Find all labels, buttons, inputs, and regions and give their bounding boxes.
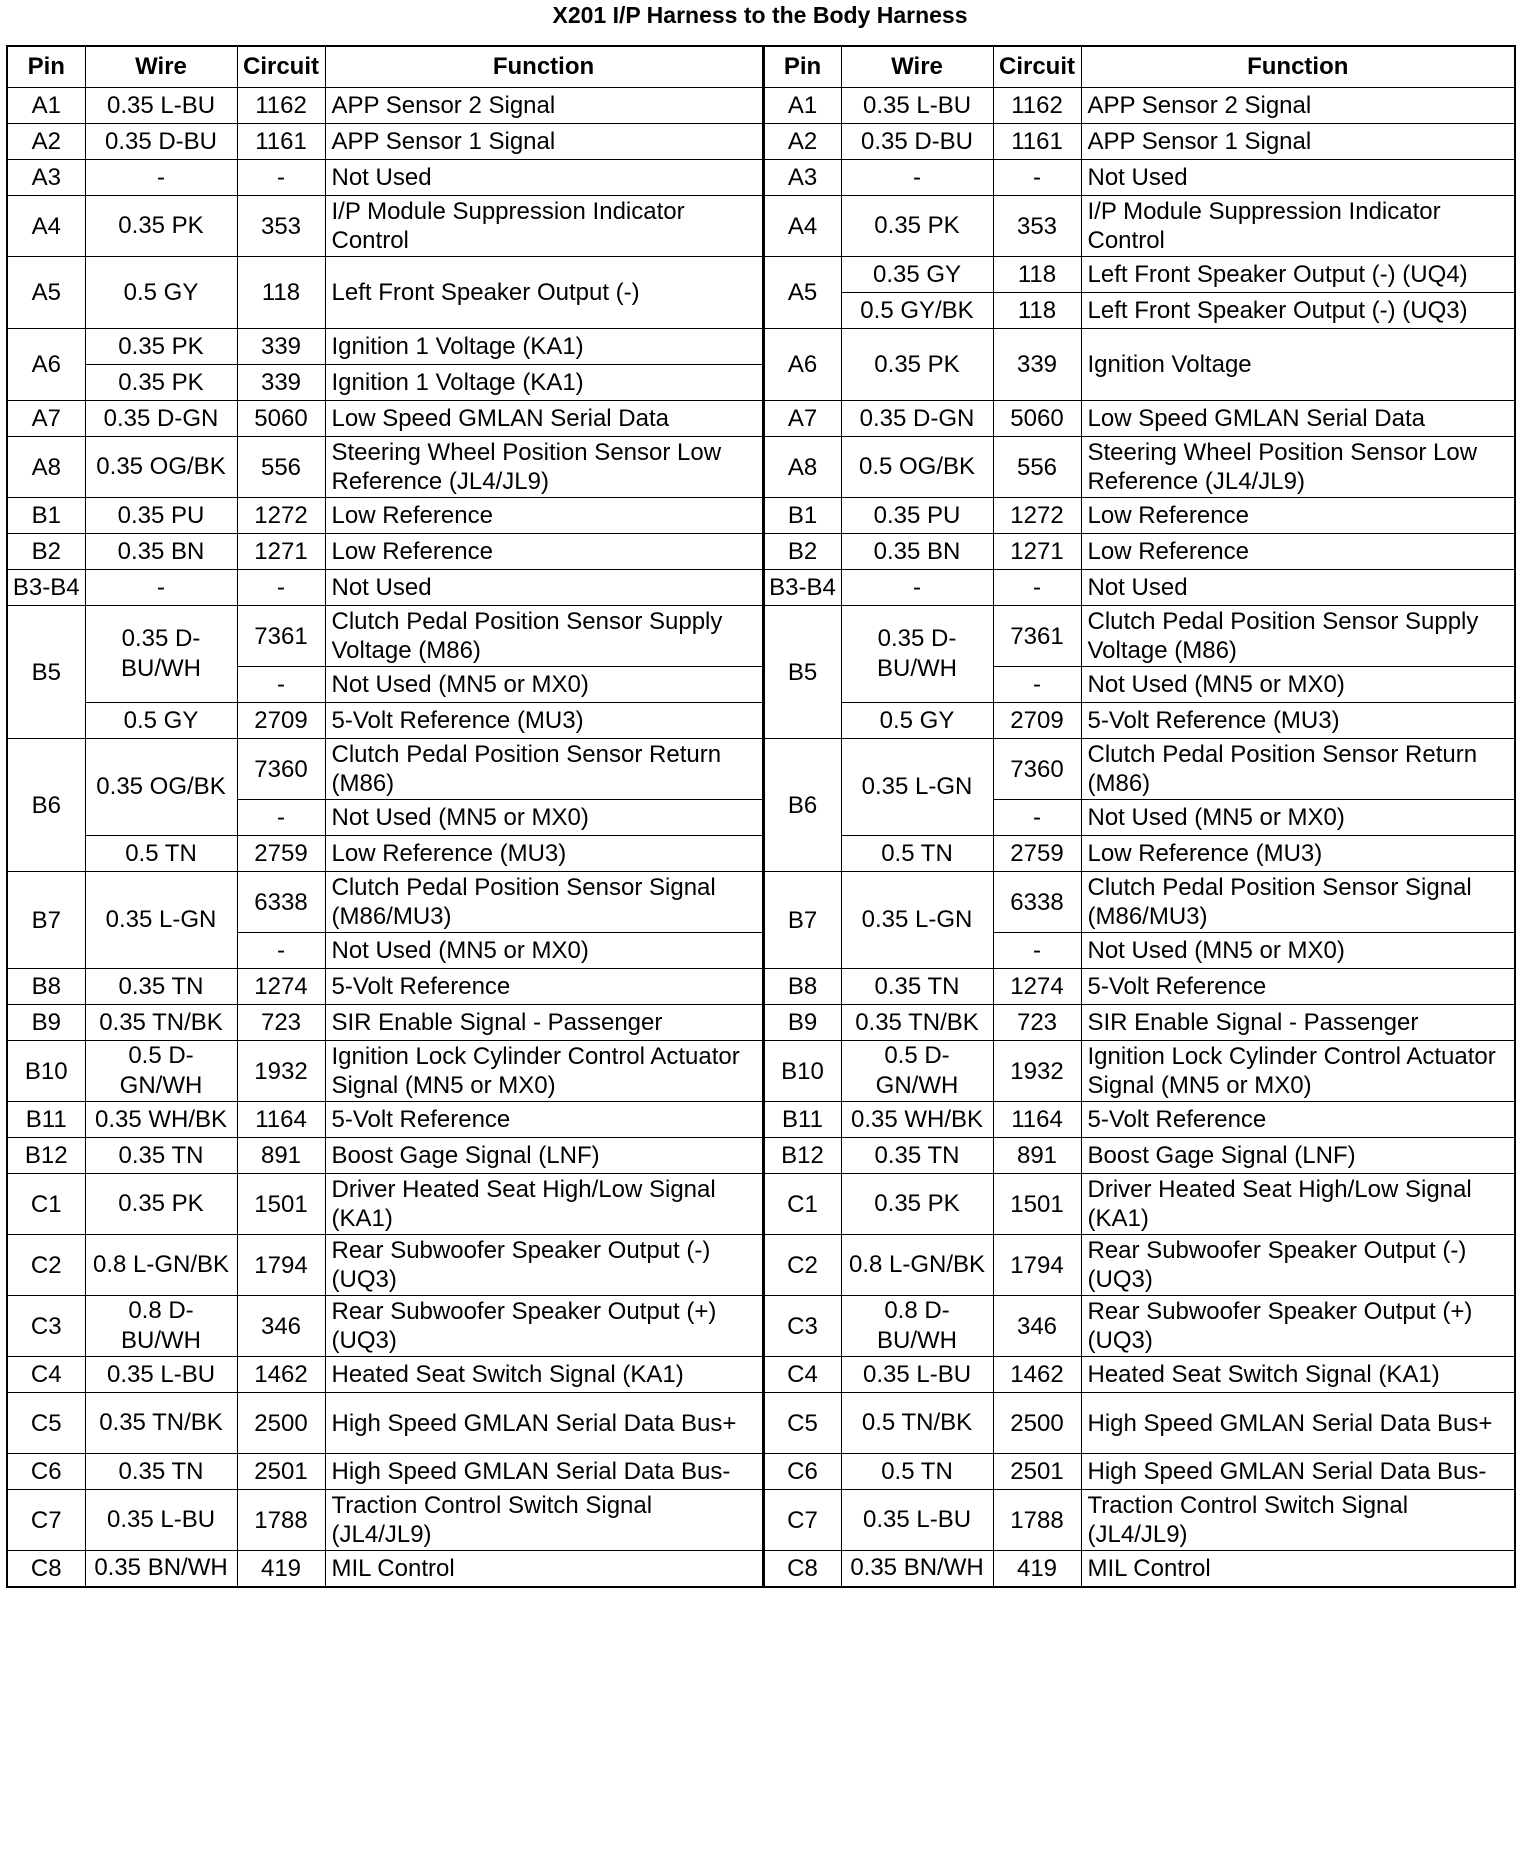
wire-cell: 0.35 TN bbox=[841, 969, 993, 1005]
table-row bbox=[7, 437, 1515, 498]
circuit-cell: - bbox=[237, 160, 325, 196]
wire-cell: 0.35 TN/BK bbox=[85, 1005, 237, 1041]
pin-cell: B7 bbox=[763, 872, 841, 969]
pin-cell: B2 bbox=[763, 534, 841, 570]
circuit-cell: 353 bbox=[237, 196, 325, 257]
pin-cell: B1 bbox=[763, 498, 841, 534]
table-row bbox=[7, 1357, 1515, 1393]
pin-cell: C7 bbox=[763, 1490, 841, 1551]
table-row bbox=[7, 1235, 1515, 1296]
table-row bbox=[7, 606, 1515, 667]
circuit-cell: 353 bbox=[993, 196, 1081, 257]
circuit-cell: 2500 bbox=[237, 1393, 325, 1454]
wire-cell: 0.8 D-BU/WH bbox=[841, 1296, 993, 1357]
table-row bbox=[7, 1102, 1515, 1138]
wire-cell: 0.35 BN/WH bbox=[841, 1551, 993, 1587]
circuit-cell: 1462 bbox=[993, 1357, 1081, 1393]
function-cell: MIL Control bbox=[325, 1551, 763, 1587]
wire-cell: 0.35 PU bbox=[85, 498, 237, 534]
pin-cell: B10 bbox=[7, 1041, 85, 1102]
function-cell: Not Used bbox=[1081, 570, 1515, 606]
function-cell: Left Front Speaker Output (-) (UQ3) bbox=[1081, 293, 1515, 329]
circuit-cell: 1788 bbox=[993, 1490, 1081, 1551]
function-cell: Not Used bbox=[325, 570, 763, 606]
function-cell: Steering Wheel Position Sensor Low Reference (JL4/JL9) bbox=[1081, 437, 1515, 498]
wire-cell: 0.35 TN bbox=[85, 1138, 237, 1174]
pin-cell: B5 bbox=[7, 606, 85, 739]
wire-cell: 0.35 D-BU bbox=[841, 124, 993, 160]
pin-cell: A6 bbox=[763, 329, 841, 401]
wire-cell: 0.35 TN/BK bbox=[841, 1005, 993, 1041]
function-cell: Low Speed GMLAN Serial Data bbox=[1081, 401, 1515, 437]
wire-cell: 0.5 GY bbox=[841, 703, 993, 739]
function-cell: Not Used bbox=[1081, 160, 1515, 196]
circuit-cell: 723 bbox=[237, 1005, 325, 1041]
function-cell: 5-Volt Reference bbox=[325, 1102, 763, 1138]
table-row bbox=[7, 1454, 1515, 1490]
circuit-cell: 2759 bbox=[237, 836, 325, 872]
function-cell: Low Reference (MU3) bbox=[1081, 836, 1515, 872]
wire-cell: 0.5 D-GN/WH bbox=[841, 1041, 993, 1102]
pin-cell: B5 bbox=[763, 606, 841, 739]
pin-cell: C1 bbox=[763, 1174, 841, 1235]
table-row bbox=[7, 1174, 1515, 1235]
pin-cell: B9 bbox=[7, 1005, 85, 1041]
pin-cell: B1 bbox=[7, 498, 85, 534]
circuit-cell: 118 bbox=[993, 257, 1081, 293]
page-title: X201 I/P Harness to the Body Harness bbox=[552, 2, 968, 28]
circuit-cell: 7361 bbox=[993, 606, 1081, 667]
circuit-cell: 1164 bbox=[237, 1102, 325, 1138]
wire-cell: 0.35 TN bbox=[85, 1454, 237, 1490]
pin-cell: A7 bbox=[763, 401, 841, 437]
wire-cell: - bbox=[85, 570, 237, 606]
wire-cell: 0.35 D-BU/WH bbox=[841, 606, 993, 703]
header-pin: Pin bbox=[7, 46, 85, 88]
wire-cell: 0.8 L-GN/BK bbox=[841, 1235, 993, 1296]
pinout-table bbox=[6, 45, 1516, 1588]
table-row bbox=[7, 739, 1515, 800]
function-cell: Left Front Speaker Output (-) (UQ4) bbox=[1081, 257, 1515, 293]
header-circuit: Circuit bbox=[237, 46, 325, 88]
wire-cell: 0.35 TN/BK bbox=[85, 1393, 237, 1454]
circuit-cell: 1272 bbox=[237, 498, 325, 534]
circuit-cell: 7361 bbox=[237, 606, 325, 667]
circuit-cell: 723 bbox=[993, 1005, 1081, 1041]
pin-cell: C8 bbox=[7, 1551, 85, 1587]
pin-cell: A4 bbox=[7, 196, 85, 257]
wire-cell: - bbox=[841, 570, 993, 606]
circuit-cell: 1162 bbox=[237, 88, 325, 124]
wire-cell: 0.35 L-GN bbox=[85, 872, 237, 969]
circuit-cell: - bbox=[237, 800, 325, 836]
pin-cell: C2 bbox=[7, 1235, 85, 1296]
wire-cell: 0.5 GY/BK bbox=[841, 293, 993, 329]
function-cell: Clutch Pedal Position Sensor Return (M86) bbox=[1081, 739, 1515, 800]
header-function: Function bbox=[325, 46, 763, 88]
wire-cell: 0.5 TN bbox=[841, 1454, 993, 1490]
wire-cell: 0.35 TN bbox=[85, 969, 237, 1005]
circuit-cell: 2501 bbox=[993, 1454, 1081, 1490]
wire-cell: 0.35 PK bbox=[841, 329, 993, 401]
function-cell: Ignition Voltage bbox=[1081, 329, 1515, 401]
pin-cell: A1 bbox=[763, 88, 841, 124]
pin-cell: B9 bbox=[763, 1005, 841, 1041]
circuit-cell: 7360 bbox=[237, 739, 325, 800]
function-cell: 5-Volt Reference (MU3) bbox=[325, 703, 763, 739]
function-cell: I/P Module Suppression Indicator Control bbox=[325, 196, 763, 257]
function-cell: Ignition Lock Cylinder Control Actuator Signal (MN5 or MX0) bbox=[1081, 1041, 1515, 1102]
function-cell: Not Used (MN5 or MX0) bbox=[1081, 800, 1515, 836]
function-cell: Steering Wheel Position Sensor Low Reference (JL4/JL9) bbox=[325, 437, 763, 498]
circuit-cell: 2501 bbox=[237, 1454, 325, 1490]
function-cell: Not Used (MN5 or MX0) bbox=[1081, 667, 1515, 703]
circuit-cell: 1164 bbox=[993, 1102, 1081, 1138]
circuit-cell: 1788 bbox=[237, 1490, 325, 1551]
function-cell: Low Reference bbox=[325, 498, 763, 534]
function-cell: 5-Volt Reference bbox=[325, 969, 763, 1005]
wire-cell: 0.35 BN/WH bbox=[85, 1551, 237, 1587]
circuit-cell: - bbox=[237, 570, 325, 606]
function-cell: APP Sensor 2 Signal bbox=[1081, 88, 1515, 124]
pin-cell: B8 bbox=[763, 969, 841, 1005]
wire-cell: 0.35 BN bbox=[85, 534, 237, 570]
pin-cell: C4 bbox=[763, 1357, 841, 1393]
table-row bbox=[7, 1551, 1515, 1587]
circuit-cell: 1274 bbox=[237, 969, 325, 1005]
circuit-cell: 1271 bbox=[237, 534, 325, 570]
wire-cell: 0.5 TN bbox=[841, 836, 993, 872]
table-row bbox=[7, 401, 1515, 437]
table-row bbox=[7, 160, 1515, 196]
circuit-cell: 5060 bbox=[993, 401, 1081, 437]
circuit-cell: 1794 bbox=[993, 1235, 1081, 1296]
pin-cell: A6 bbox=[7, 329, 85, 401]
function-cell: SIR Enable Signal - Passenger bbox=[1081, 1005, 1515, 1041]
circuit-cell: 419 bbox=[237, 1551, 325, 1587]
table-row bbox=[7, 570, 1515, 606]
circuit-cell: - bbox=[993, 933, 1081, 969]
pin-cell: B11 bbox=[7, 1102, 85, 1138]
function-cell: Traction Control Switch Signal (JL4/JL9) bbox=[1081, 1490, 1515, 1551]
function-cell: Clutch Pedal Position Sensor Signal (M86/MU3) bbox=[325, 872, 763, 933]
table-row bbox=[7, 1393, 1515, 1454]
circuit-cell: 1932 bbox=[237, 1041, 325, 1102]
pin-cell: B8 bbox=[7, 969, 85, 1005]
pin-cell: B6 bbox=[763, 739, 841, 872]
wire-cell: 0.35 L-BU bbox=[841, 88, 993, 124]
pin-cell: A1 bbox=[7, 88, 85, 124]
circuit-cell: 7360 bbox=[993, 739, 1081, 800]
function-cell: High Speed GMLAN Serial Data Bus+ bbox=[1081, 1393, 1515, 1454]
wire-cell: 0.5 OG/BK bbox=[841, 437, 993, 498]
pin-cell: B2 bbox=[7, 534, 85, 570]
table-row bbox=[7, 1005, 1515, 1041]
pin-cell: A5 bbox=[763, 257, 841, 329]
function-cell: Clutch Pedal Position Sensor Return (M86) bbox=[325, 739, 763, 800]
function-cell: Heated Seat Switch Signal (KA1) bbox=[325, 1357, 763, 1393]
table-row bbox=[7, 1041, 1515, 1102]
wire-cell: - bbox=[841, 160, 993, 196]
circuit-cell: 419 bbox=[993, 1551, 1081, 1587]
table-row bbox=[7, 1296, 1515, 1357]
circuit-cell: 6338 bbox=[993, 872, 1081, 933]
wire-cell: 0.5 GY bbox=[85, 703, 237, 739]
wire-cell: 0.8 D-BU/WH bbox=[85, 1296, 237, 1357]
circuit-cell: - bbox=[237, 933, 325, 969]
pin-cell: B3-B4 bbox=[763, 570, 841, 606]
pin-cell: A2 bbox=[763, 124, 841, 160]
table-body bbox=[7, 88, 1515, 1587]
pin-cell: A7 bbox=[7, 401, 85, 437]
pin-cell: C6 bbox=[763, 1454, 841, 1490]
circuit-cell: 1161 bbox=[237, 124, 325, 160]
circuit-cell: 1274 bbox=[993, 969, 1081, 1005]
wire-cell: 0.35 PU bbox=[841, 498, 993, 534]
function-cell: 5-Volt Reference (MU3) bbox=[1081, 703, 1515, 739]
function-cell: High Speed GMLAN Serial Data Bus- bbox=[325, 1454, 763, 1490]
wire-cell: 0.35 PK bbox=[85, 365, 237, 401]
table-row bbox=[7, 196, 1515, 257]
wire-cell: 0.35 PK bbox=[841, 196, 993, 257]
circuit-cell: - bbox=[993, 160, 1081, 196]
function-cell: High Speed GMLAN Serial Data Bus+ bbox=[325, 1393, 763, 1454]
circuit-cell: 2709 bbox=[993, 703, 1081, 739]
pin-cell: C7 bbox=[7, 1490, 85, 1551]
table-row bbox=[7, 498, 1515, 534]
function-cell: APP Sensor 2 Signal bbox=[325, 88, 763, 124]
wire-cell: 0.35 L-GN bbox=[841, 739, 993, 836]
circuit-cell: 1794 bbox=[237, 1235, 325, 1296]
function-cell: 5-Volt Reference bbox=[1081, 1102, 1515, 1138]
wire-cell: 0.35 D-BU bbox=[85, 124, 237, 160]
function-cell: Rear Subwoofer Speaker Output (+) (UQ3) bbox=[1081, 1296, 1515, 1357]
table-row bbox=[7, 836, 1515, 872]
table-row bbox=[7, 534, 1515, 570]
function-cell: Clutch Pedal Position Sensor Signal (M86/MU3) bbox=[1081, 872, 1515, 933]
pin-cell: C3 bbox=[7, 1296, 85, 1357]
function-cell: Ignition 1 Voltage (KA1) bbox=[325, 365, 763, 401]
function-cell: Not Used (MN5 or MX0) bbox=[325, 667, 763, 703]
wire-cell: 0.35 TN bbox=[841, 1138, 993, 1174]
wire-cell: 0.35 L-BU bbox=[85, 88, 237, 124]
circuit-cell: 1271 bbox=[993, 534, 1081, 570]
circuit-cell: 2500 bbox=[993, 1393, 1081, 1454]
function-cell: Not Used bbox=[325, 160, 763, 196]
pin-cell: C4 bbox=[7, 1357, 85, 1393]
wire-cell: - bbox=[85, 160, 237, 196]
wire-cell: 0.35 PK bbox=[85, 1174, 237, 1235]
wire-cell: 0.35 OG/BK bbox=[85, 437, 237, 498]
circuit-cell: 339 bbox=[237, 329, 325, 365]
function-cell: Boost Gage Signal (LNF) bbox=[1081, 1138, 1515, 1174]
header-wire: Wire bbox=[841, 46, 993, 88]
function-cell: Not Used (MN5 or MX0) bbox=[325, 800, 763, 836]
pin-cell: A8 bbox=[7, 437, 85, 498]
function-cell: SIR Enable Signal - Passenger bbox=[325, 1005, 763, 1041]
function-cell: I/P Module Suppression Indicator Control bbox=[1081, 196, 1515, 257]
wire-cell: 0.35 PK bbox=[85, 196, 237, 257]
wire-cell: 0.35 L-BU bbox=[841, 1490, 993, 1551]
circuit-cell: 1501 bbox=[993, 1174, 1081, 1235]
pin-cell: B6 bbox=[7, 739, 85, 872]
circuit-cell: 1272 bbox=[993, 498, 1081, 534]
pin-cell: B12 bbox=[7, 1138, 85, 1174]
function-cell: 5-Volt Reference bbox=[1081, 969, 1515, 1005]
function-cell: MIL Control bbox=[1081, 1551, 1515, 1587]
function-cell: Low Reference bbox=[1081, 534, 1515, 570]
pin-cell: A8 bbox=[763, 437, 841, 498]
table-row bbox=[7, 257, 1515, 293]
circuit-cell: 1161 bbox=[993, 124, 1081, 160]
wire-cell: 0.35 BN bbox=[841, 534, 993, 570]
pin-cell: C3 bbox=[763, 1296, 841, 1357]
circuit-cell: 1162 bbox=[993, 88, 1081, 124]
wire-cell: 0.35 D-BU/WH bbox=[85, 606, 237, 703]
wire-cell: 0.35 PK bbox=[85, 329, 237, 365]
pin-cell: C2 bbox=[763, 1235, 841, 1296]
header-circuit: Circuit bbox=[993, 46, 1081, 88]
circuit-cell: - bbox=[993, 800, 1081, 836]
circuit-cell: 2709 bbox=[237, 703, 325, 739]
function-cell: Ignition Lock Cylinder Control Actuator Signal (MN5 or MX0) bbox=[325, 1041, 763, 1102]
function-cell: Left Front Speaker Output (-) bbox=[325, 257, 763, 329]
function-cell: Driver Heated Seat High/Low Signal (KA1) bbox=[325, 1174, 763, 1235]
table-row bbox=[7, 1138, 1515, 1174]
pin-cell: A5 bbox=[7, 257, 85, 329]
circuit-cell: - bbox=[993, 667, 1081, 703]
circuit-cell: 2759 bbox=[993, 836, 1081, 872]
circuit-cell: 1501 bbox=[237, 1174, 325, 1235]
function-cell: APP Sensor 1 Signal bbox=[325, 124, 763, 160]
function-cell: Heated Seat Switch Signal (KA1) bbox=[1081, 1357, 1515, 1393]
function-cell: Not Used (MN5 or MX0) bbox=[325, 933, 763, 969]
pin-cell: C5 bbox=[763, 1393, 841, 1454]
wire-cell: 0.35 WH/BK bbox=[85, 1102, 237, 1138]
pin-cell: A4 bbox=[763, 196, 841, 257]
function-cell: Boost Gage Signal (LNF) bbox=[325, 1138, 763, 1174]
function-cell: Rear Subwoofer Speaker Output (+) (UQ3) bbox=[325, 1296, 763, 1357]
table-row bbox=[7, 1490, 1515, 1551]
function-cell: Low Reference (MU3) bbox=[325, 836, 763, 872]
function-cell: Low Reference bbox=[1081, 498, 1515, 534]
table-row bbox=[7, 88, 1515, 124]
wire-cell: 0.35 OG/BK bbox=[85, 739, 237, 836]
function-cell: Clutch Pedal Position Sensor Supply Voltage (M86) bbox=[1081, 606, 1515, 667]
pin-cell: B7 bbox=[7, 872, 85, 969]
header-pin: Pin bbox=[763, 46, 841, 88]
table-row bbox=[7, 969, 1515, 1005]
table-row bbox=[7, 703, 1515, 739]
function-cell: Rear Subwoofer Speaker Output (-) (UQ3) bbox=[325, 1235, 763, 1296]
pin-cell: B12 bbox=[763, 1138, 841, 1174]
circuit-cell: 891 bbox=[993, 1138, 1081, 1174]
wire-cell: 0.35 L-BU bbox=[841, 1357, 993, 1393]
circuit-cell: 6338 bbox=[237, 872, 325, 933]
pin-cell: B10 bbox=[763, 1041, 841, 1102]
wire-cell: 0.5 D-GN/WH bbox=[85, 1041, 237, 1102]
pin-cell: A2 bbox=[7, 124, 85, 160]
wire-cell: 0.8 L-GN/BK bbox=[85, 1235, 237, 1296]
pin-cell: C1 bbox=[7, 1174, 85, 1235]
function-cell: Ignition 1 Voltage (KA1) bbox=[325, 329, 763, 365]
circuit-cell: 339 bbox=[237, 365, 325, 401]
function-cell: Driver Heated Seat High/Low Signal (KA1) bbox=[1081, 1174, 1515, 1235]
wire-cell: 0.5 GY bbox=[85, 257, 237, 329]
table-row bbox=[7, 872, 1515, 933]
circuit-cell: 556 bbox=[237, 437, 325, 498]
function-cell: APP Sensor 1 Signal bbox=[1081, 124, 1515, 160]
pin-cell: A3 bbox=[7, 160, 85, 196]
wire-cell: 0.5 TN bbox=[85, 836, 237, 872]
function-cell: Rear Subwoofer Speaker Output (-) (UQ3) bbox=[1081, 1235, 1515, 1296]
wire-cell: 0.35 L-BU bbox=[85, 1490, 237, 1551]
wire-cell: 0.35 L-BU bbox=[85, 1357, 237, 1393]
circuit-cell: - bbox=[993, 570, 1081, 606]
wire-cell: 0.35 L-GN bbox=[841, 872, 993, 969]
circuit-cell: 891 bbox=[237, 1138, 325, 1174]
table-row bbox=[7, 124, 1515, 160]
circuit-cell: 1462 bbox=[237, 1357, 325, 1393]
wire-cell: 0.5 TN/BK bbox=[841, 1393, 993, 1454]
function-cell: Clutch Pedal Position Sensor Supply Voltage (M86) bbox=[325, 606, 763, 667]
pin-cell: C6 bbox=[7, 1454, 85, 1490]
table-row bbox=[7, 329, 1515, 365]
circuit-cell: 346 bbox=[237, 1296, 325, 1357]
header-wire: Wire bbox=[85, 46, 237, 88]
function-cell: Traction Control Switch Signal (JL4/JL9) bbox=[325, 1490, 763, 1551]
header-function: Function bbox=[1081, 46, 1515, 88]
pin-cell: C8 bbox=[763, 1551, 841, 1587]
pin-cell: C5 bbox=[7, 1393, 85, 1454]
header-row bbox=[7, 46, 1515, 88]
function-cell: Not Used (MN5 or MX0) bbox=[1081, 933, 1515, 969]
circuit-cell: 118 bbox=[993, 293, 1081, 329]
circuit-cell: 1932 bbox=[993, 1041, 1081, 1102]
circuit-cell: 5060 bbox=[237, 401, 325, 437]
circuit-cell: 346 bbox=[993, 1296, 1081, 1357]
pin-cell: B3-B4 bbox=[7, 570, 85, 606]
wire-cell: 0.35 WH/BK bbox=[841, 1102, 993, 1138]
pin-cell: B11 bbox=[763, 1102, 841, 1138]
circuit-cell: 339 bbox=[993, 329, 1081, 401]
circuit-cell: 556 bbox=[993, 437, 1081, 498]
function-cell: Low Reference bbox=[325, 534, 763, 570]
circuit-cell: - bbox=[237, 667, 325, 703]
pin-cell: A3 bbox=[763, 160, 841, 196]
wire-cell: 0.35 D-GN bbox=[85, 401, 237, 437]
wire-cell: 0.35 D-GN bbox=[841, 401, 993, 437]
function-cell: High Speed GMLAN Serial Data Bus- bbox=[1081, 1454, 1515, 1490]
wire-cell: 0.35 PK bbox=[841, 1174, 993, 1235]
wire-cell: 0.35 GY bbox=[841, 257, 993, 293]
circuit-cell: 118 bbox=[237, 257, 325, 329]
function-cell: Low Speed GMLAN Serial Data bbox=[325, 401, 763, 437]
